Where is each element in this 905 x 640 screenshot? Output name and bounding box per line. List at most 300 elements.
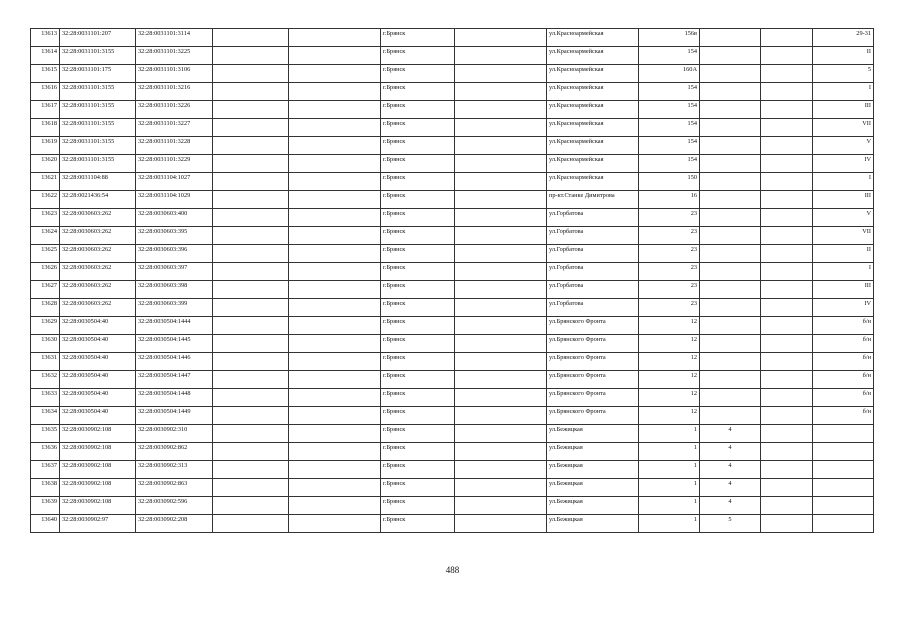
- table-cell: [213, 281, 289, 299]
- table-row: [31, 65, 874, 83]
- table-cell: [213, 65, 289, 83]
- table-cell: [289, 83, 381, 101]
- table-cell: 32:28:0031101:3216: [136, 83, 213, 101]
- table-cell: 32:28:0031101:3114: [136, 29, 213, 47]
- table-cell: г.Брянск: [381, 191, 455, 209]
- table-cell: [813, 443, 874, 461]
- table-cell: 32:28:0030504:40: [60, 335, 136, 353]
- table-cell: I: [813, 173, 874, 191]
- table-cell: [455, 83, 547, 101]
- table-cell: б/н: [813, 407, 874, 425]
- table-cell: ул.Красноармейская: [547, 47, 639, 65]
- table-cell: ул.Брянского Фронта: [547, 335, 639, 353]
- table-cell: [813, 497, 874, 515]
- table-cell: [700, 335, 761, 353]
- registry-table-body: [31, 29, 874, 533]
- table-cell: 32:28:0031101:3229: [136, 155, 213, 173]
- table-cell: [289, 227, 381, 245]
- table-cell: [813, 479, 874, 497]
- table-cell: ул.Бежицкая: [547, 479, 639, 497]
- table-cell: [700, 227, 761, 245]
- table-cell: 32:28:0031101:3155: [60, 101, 136, 119]
- table-cell: 13628: [31, 299, 60, 317]
- table-cell: [289, 155, 381, 173]
- table-cell: 154: [639, 83, 700, 101]
- table-cell: 13634: [31, 407, 60, 425]
- table-cell: [289, 191, 381, 209]
- table-row: [31, 209, 874, 227]
- table-cell: 32:28:0031101:207: [60, 29, 136, 47]
- table-cell: пр-кт.Станке Димитрова: [547, 191, 639, 209]
- table-cell: 13623: [31, 209, 60, 227]
- table-cell: [700, 317, 761, 335]
- table-cell: [700, 245, 761, 263]
- table-cell: [289, 263, 381, 281]
- table-cell: 154: [639, 47, 700, 65]
- table-cell: 1: [639, 515, 700, 533]
- table-cell: 13621: [31, 173, 60, 191]
- table-cell: [700, 353, 761, 371]
- table-row: [31, 101, 874, 119]
- table-cell: [761, 173, 813, 191]
- table-cell: 13617: [31, 101, 60, 119]
- table-cell: [455, 227, 547, 245]
- table-cell: [289, 335, 381, 353]
- table-cell: 13635: [31, 425, 60, 443]
- table-cell: 32:28:0030504:40: [60, 371, 136, 389]
- table-row: [31, 191, 874, 209]
- table-cell: [455, 173, 547, 191]
- table-cell: [213, 335, 289, 353]
- table-cell: ул.Красноармейская: [547, 83, 639, 101]
- table-cell: 13637: [31, 461, 60, 479]
- table-cell: 32:28:0030504:1448: [136, 389, 213, 407]
- table-cell: [213, 83, 289, 101]
- table-cell: 12: [639, 389, 700, 407]
- table-cell: [700, 101, 761, 119]
- table-cell: 13632: [31, 371, 60, 389]
- table-cell: [289, 101, 381, 119]
- table-cell: 154: [639, 137, 700, 155]
- table-cell: [213, 407, 289, 425]
- table-cell: [761, 101, 813, 119]
- table-cell: [761, 29, 813, 47]
- table-cell: 32:28:0030902:108: [60, 425, 136, 443]
- table-cell: [761, 407, 813, 425]
- table-cell: IV: [813, 155, 874, 173]
- table-cell: 32:28:0030902:108: [60, 497, 136, 515]
- table-cell: 5: [700, 515, 761, 533]
- table-cell: [761, 371, 813, 389]
- table-cell: ул.Красноармейская: [547, 119, 639, 137]
- table-cell: г.Брянск: [381, 515, 455, 533]
- table-cell: [455, 29, 547, 47]
- table-cell: [700, 29, 761, 47]
- table-cell: г.Брянск: [381, 137, 455, 155]
- table-cell: ул.Горбатова: [547, 227, 639, 245]
- table-cell: 32:28:0030603:262: [60, 299, 136, 317]
- table-cell: [213, 353, 289, 371]
- table-cell: [289, 173, 381, 191]
- table-cell: [455, 335, 547, 353]
- table-cell: [289, 245, 381, 263]
- table-cell: [289, 479, 381, 497]
- table-cell: [700, 83, 761, 101]
- table-cell: 32:28:0030603:395: [136, 227, 213, 245]
- table-cell: 1: [639, 497, 700, 515]
- table-row: [31, 263, 874, 281]
- table-cell: [213, 317, 289, 335]
- table-cell: 32:28:0031104:1029: [136, 191, 213, 209]
- table-cell: г.Брянск: [381, 47, 455, 65]
- table-cell: [761, 389, 813, 407]
- table-cell: III: [813, 281, 874, 299]
- table-cell: [289, 497, 381, 515]
- table-cell: 32:28:0021436:54: [60, 191, 136, 209]
- table-cell: 13620: [31, 155, 60, 173]
- table-cell: 23: [639, 209, 700, 227]
- table-cell: г.Брянск: [381, 335, 455, 353]
- table-cell: ул.Бежицкая: [547, 443, 639, 461]
- table-cell: [761, 119, 813, 137]
- table-cell: I: [813, 83, 874, 101]
- table-row: [31, 425, 874, 443]
- table-cell: 13626: [31, 263, 60, 281]
- table-cell: [289, 47, 381, 65]
- table-cell: 32:28:0030504:40: [60, 317, 136, 335]
- table-cell: 32:28:0030902:108: [60, 443, 136, 461]
- table-cell: 23: [639, 299, 700, 317]
- table-cell: 32:28:0031101:3106: [136, 65, 213, 83]
- table-cell: 32:28:0030902:310: [136, 425, 213, 443]
- table-cell: 13624: [31, 227, 60, 245]
- table-cell: [213, 137, 289, 155]
- table-row: [31, 317, 874, 335]
- table-cell: [213, 29, 289, 47]
- table-cell: 13614: [31, 47, 60, 65]
- table-cell: [761, 47, 813, 65]
- table-row: [31, 227, 874, 245]
- table-cell: [213, 461, 289, 479]
- table-cell: [761, 155, 813, 173]
- table-cell: [455, 317, 547, 335]
- table-row: [31, 47, 874, 65]
- table-cell: 32:28:0030504:1445: [136, 335, 213, 353]
- table-cell: г.Брянск: [381, 407, 455, 425]
- table-cell: 13633: [31, 389, 60, 407]
- table-cell: [455, 425, 547, 443]
- table-cell: [700, 137, 761, 155]
- table-cell: [700, 389, 761, 407]
- table-cell: 13619: [31, 137, 60, 155]
- table-cell: [761, 317, 813, 335]
- table-cell: [700, 173, 761, 191]
- table-cell: ул.Брянского Фронта: [547, 407, 639, 425]
- table-cell: г.Брянск: [381, 65, 455, 83]
- table-cell: 32:28:0030603:396: [136, 245, 213, 263]
- table-cell: [455, 299, 547, 317]
- table-cell: 13640: [31, 515, 60, 533]
- table-cell: [813, 515, 874, 533]
- table-cell: [289, 425, 381, 443]
- table-cell: [700, 119, 761, 137]
- table-cell: 32:28:0030902:208: [136, 515, 213, 533]
- table-cell: III: [813, 191, 874, 209]
- table-cell: [700, 47, 761, 65]
- table-cell: [700, 155, 761, 173]
- table-cell: ул.Красноармейская: [547, 137, 639, 155]
- table-cell: 32:28:0030902:313: [136, 461, 213, 479]
- table-cell: 32:28:0030603:262: [60, 209, 136, 227]
- table-cell: [289, 209, 381, 227]
- table-cell: II: [813, 245, 874, 263]
- table-cell: г.Брянск: [381, 389, 455, 407]
- table-cell: [213, 443, 289, 461]
- table-cell: [213, 191, 289, 209]
- table-cell: [455, 263, 547, 281]
- table-cell: ул.Горбатова: [547, 209, 639, 227]
- table-cell: [213, 425, 289, 443]
- table-cell: [761, 281, 813, 299]
- table-cell: 13638: [31, 479, 60, 497]
- table-cell: [700, 299, 761, 317]
- table-row: [31, 461, 874, 479]
- table-cell: 32:28:0030902:596: [136, 497, 213, 515]
- table-cell: 32:28:0030603:262: [60, 281, 136, 299]
- table-cell: [700, 191, 761, 209]
- table-cell: 154: [639, 101, 700, 119]
- table-cell: [213, 173, 289, 191]
- table-cell: [213, 299, 289, 317]
- table-cell: [700, 407, 761, 425]
- table-cell: [213, 245, 289, 263]
- table-cell: [455, 353, 547, 371]
- table-cell: [289, 389, 381, 407]
- table-cell: ул.Брянского Фронта: [547, 371, 639, 389]
- table-cell: [455, 497, 547, 515]
- table-cell: [289, 281, 381, 299]
- table-cell: 32:28:0031101:3155: [60, 47, 136, 65]
- table-cell: 1: [639, 425, 700, 443]
- table-cell: 32:28:0031101:3155: [60, 83, 136, 101]
- table-row: [31, 515, 874, 533]
- table-row: [31, 353, 874, 371]
- table-cell: 32:28:0030603:262: [60, 263, 136, 281]
- table-cell: 32:28:0031101:3155: [60, 119, 136, 137]
- table-cell: [213, 389, 289, 407]
- table-cell: 32:28:0030902:108: [60, 461, 136, 479]
- table-cell: [213, 119, 289, 137]
- table-row: [31, 83, 874, 101]
- table-cell: [761, 335, 813, 353]
- table-cell: ул.Горбатова: [547, 299, 639, 317]
- table-cell: III: [813, 101, 874, 119]
- table-cell: [213, 47, 289, 65]
- table-row: [31, 245, 874, 263]
- table-cell: 32:28:0031104:1027: [136, 173, 213, 191]
- table-row: [31, 155, 874, 173]
- table-cell: б/н: [813, 335, 874, 353]
- table-cell: 32:28:0031101:3228: [136, 137, 213, 155]
- table-cell: [289, 353, 381, 371]
- table-cell: [213, 479, 289, 497]
- table-cell: [761, 245, 813, 263]
- table-cell: 32:28:0030504:40: [60, 407, 136, 425]
- table-cell: 32:28:0031101:3227: [136, 119, 213, 137]
- table-cell: [761, 515, 813, 533]
- table-cell: [455, 47, 547, 65]
- table-row: [31, 299, 874, 317]
- table-cell: [700, 263, 761, 281]
- table-cell: [289, 299, 381, 317]
- table-cell: 32:28:0030902:108: [60, 479, 136, 497]
- table-cell: 1: [639, 461, 700, 479]
- table-cell: 13618: [31, 119, 60, 137]
- table-cell: [761, 479, 813, 497]
- table-cell: [289, 515, 381, 533]
- table-cell: ул.Бежицкая: [547, 461, 639, 479]
- table-row: [31, 497, 874, 515]
- table-cell: [289, 371, 381, 389]
- table-cell: [761, 65, 813, 83]
- page-number: 488: [445, 565, 460, 575]
- table-cell: г.Брянск: [381, 371, 455, 389]
- table-cell: 13629: [31, 317, 60, 335]
- table-cell: [289, 461, 381, 479]
- table-cell: г.Брянск: [381, 101, 455, 119]
- table-cell: 4: [700, 497, 761, 515]
- table-row: [31, 173, 874, 191]
- table-cell: г.Брянск: [381, 461, 455, 479]
- table-cell: 32:28:0030902:97: [60, 515, 136, 533]
- table-cell: [761, 443, 813, 461]
- table-cell: V: [813, 209, 874, 227]
- table-cell: [289, 29, 381, 47]
- table-cell: 32:28:0030504:40: [60, 353, 136, 371]
- table-cell: [700, 209, 761, 227]
- table-cell: 32:28:0030603:398: [136, 281, 213, 299]
- table-cell: [455, 389, 547, 407]
- table-cell: [213, 101, 289, 119]
- table-cell: г.Брянск: [381, 119, 455, 137]
- table-cell: [213, 263, 289, 281]
- table-cell: [761, 227, 813, 245]
- table-cell: ул.Бежицкая: [547, 515, 639, 533]
- table-cell: 13616: [31, 83, 60, 101]
- table-cell: б/н: [813, 353, 874, 371]
- table-cell: 13636: [31, 443, 60, 461]
- table-cell: I: [813, 263, 874, 281]
- table-cell: VII: [813, 227, 874, 245]
- table-cell: г.Брянск: [381, 299, 455, 317]
- table-cell: 23: [639, 263, 700, 281]
- table-cell: 32:28:0030504:40: [60, 389, 136, 407]
- table-cell: г.Брянск: [381, 155, 455, 173]
- table-cell: II: [813, 47, 874, 65]
- table-cell: [455, 281, 547, 299]
- table-cell: ул.Брянского Фронта: [547, 317, 639, 335]
- table-cell: 16: [639, 191, 700, 209]
- table-cell: 12: [639, 371, 700, 389]
- table-row: [31, 443, 874, 461]
- table-cell: ул.Горбатова: [547, 281, 639, 299]
- table-row: [31, 479, 874, 497]
- table-cell: [213, 371, 289, 389]
- table-cell: б/н: [813, 371, 874, 389]
- table-cell: [455, 155, 547, 173]
- table-cell: ул.Красноармейская: [547, 65, 639, 83]
- table-cell: [761, 299, 813, 317]
- table-cell: [455, 515, 547, 533]
- table-cell: [213, 155, 289, 173]
- table-cell: ул.Красноармейская: [547, 173, 639, 191]
- table-cell: 32:28:0030603:397: [136, 263, 213, 281]
- table-cell: [213, 227, 289, 245]
- table-cell: 4: [700, 443, 761, 461]
- table-cell: V: [813, 137, 874, 155]
- table-cell: [761, 137, 813, 155]
- table-cell: 13639: [31, 497, 60, 515]
- table-cell: [455, 119, 547, 137]
- table-cell: 13625: [31, 245, 60, 263]
- table-cell: [289, 65, 381, 83]
- table-cell: 156в: [639, 29, 700, 47]
- table-cell: IV: [813, 299, 874, 317]
- table-cell: [213, 209, 289, 227]
- table-cell: г.Брянск: [381, 443, 455, 461]
- table-cell: 32:28:0030902:862: [136, 443, 213, 461]
- table-cell: [813, 425, 874, 443]
- table-cell: [761, 425, 813, 443]
- table-cell: 13622: [31, 191, 60, 209]
- table-cell: 1: [639, 479, 700, 497]
- table-row: [31, 281, 874, 299]
- table-cell: 23: [639, 245, 700, 263]
- table-cell: г.Брянск: [381, 209, 455, 227]
- table-cell: 29-31: [813, 29, 874, 47]
- table-cell: [289, 137, 381, 155]
- table-cell: г.Брянск: [381, 227, 455, 245]
- table-cell: [289, 119, 381, 137]
- table-cell: 4: [700, 461, 761, 479]
- table-cell: 32:28:0030603:399: [136, 299, 213, 317]
- table-cell: ул.Красноармейская: [547, 29, 639, 47]
- table-cell: 154: [639, 119, 700, 137]
- table-cell: б/н: [813, 389, 874, 407]
- table-row: [31, 371, 874, 389]
- table-cell: 32:28:0031101:175: [60, 65, 136, 83]
- table-cell: 13613: [31, 29, 60, 47]
- table-cell: [700, 281, 761, 299]
- table-cell: 13627: [31, 281, 60, 299]
- table-cell: 12: [639, 353, 700, 371]
- table-cell: 13631: [31, 353, 60, 371]
- table-row: [31, 29, 874, 47]
- table-row: [31, 389, 874, 407]
- table-cell: 5: [813, 65, 874, 83]
- table-cell: б/н: [813, 317, 874, 335]
- table-cell: 1: [639, 443, 700, 461]
- table-cell: г.Брянск: [381, 29, 455, 47]
- table-cell: [455, 461, 547, 479]
- table-cell: ул.Бежицкая: [547, 497, 639, 515]
- table-cell: 32:28:0030603:262: [60, 227, 136, 245]
- table-row: [31, 407, 874, 425]
- table-cell: 23: [639, 227, 700, 245]
- registry-table: [30, 28, 874, 533]
- table-cell: [455, 137, 547, 155]
- table-cell: г.Брянск: [381, 353, 455, 371]
